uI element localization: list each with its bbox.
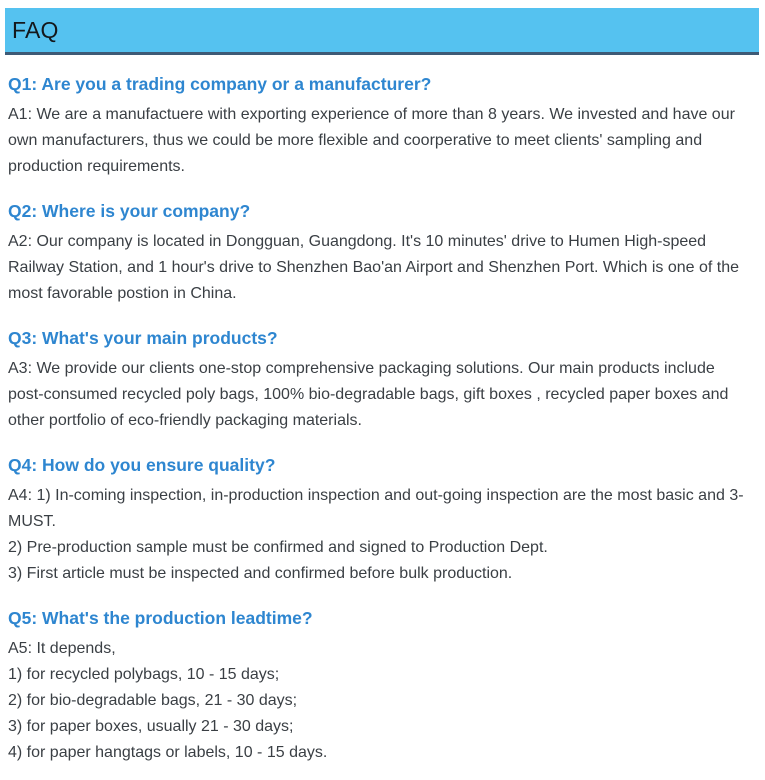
faq-list bbox=[0, 75, 765, 780]
faq-answer-paragraph: A4: 1) In-coming inspection, in-production inspection and out-going inspection are the most basic and 3-MUST. bbox=[8, 487, 744, 530]
faq-question: Q2: Where is your company? bbox=[8, 201, 251, 221]
faq-answer-paragraph: 2) for bio-degradable bags, 21 - 30 days; bbox=[8, 692, 298, 709]
faq-answer-paragraph: 2) Pre-production sample must be confirmed and signed to Production Dept. bbox=[8, 539, 548, 556]
faq-answer-paragraph: A2: Our company is located in Dongguan, Guangdong. It's 10 minutes' drive to Humen High-speed Railway Station, and 1 hour's drive to Shenzhen Bao'an Airport and Shenzhen Port. Which is one of the most favorable postion in China. bbox=[8, 233, 739, 302]
faq-answer-paragraph: 3) for paper boxes, usually 21 - 30 days; bbox=[8, 718, 294, 735]
faq-page bbox=[0, 8, 765, 780]
faq-section-header bbox=[5, 8, 759, 55]
faq-question: Q4: How do you ensure quality? bbox=[8, 455, 276, 475]
faq-item-q1 bbox=[8, 75, 751, 180]
faq-item-q3 bbox=[8, 329, 751, 434]
faq-item-q5 bbox=[8, 609, 751, 766]
faq-answer-paragraph: A3: We provide our clients one-stop comprehensive packaging solutions. Our main products include post-consumed recycled poly bags, 100% bio-degradable bags, gift boxes , recycled paper boxes and other portfolio of eco-friendly packaging materials. bbox=[8, 360, 729, 429]
faq-question: Q3: What's your main products? bbox=[8, 328, 278, 348]
faq-answer-paragraph: A1: We are a manufactuere with exporting experience of more than 8 years. We invested and have our own manufacturers, thus we could be more flexible and coorperative to meet clients' sampling and production requirements. bbox=[8, 106, 735, 175]
faq-answer-paragraph: 4) for paper hangtags or labels, 10 - 15 days. bbox=[8, 744, 328, 761]
faq-answer-paragraph: 3) First article must be inspected and confirmed before bulk production. bbox=[8, 565, 513, 582]
section-title: FAQ bbox=[12, 17, 59, 43]
faq-answer-paragraph: A5: It depends, bbox=[8, 640, 116, 657]
faq-item-q4 bbox=[8, 456, 751, 587]
faq-item-q2 bbox=[8, 202, 751, 307]
faq-answer-paragraph: 1) for recycled polybags, 10 - 15 days; bbox=[8, 666, 280, 683]
faq-question: Q5: What's the production leadtime? bbox=[8, 608, 313, 628]
faq-question: Q1: Are you a trading company or a manufacturer? bbox=[8, 74, 432, 94]
